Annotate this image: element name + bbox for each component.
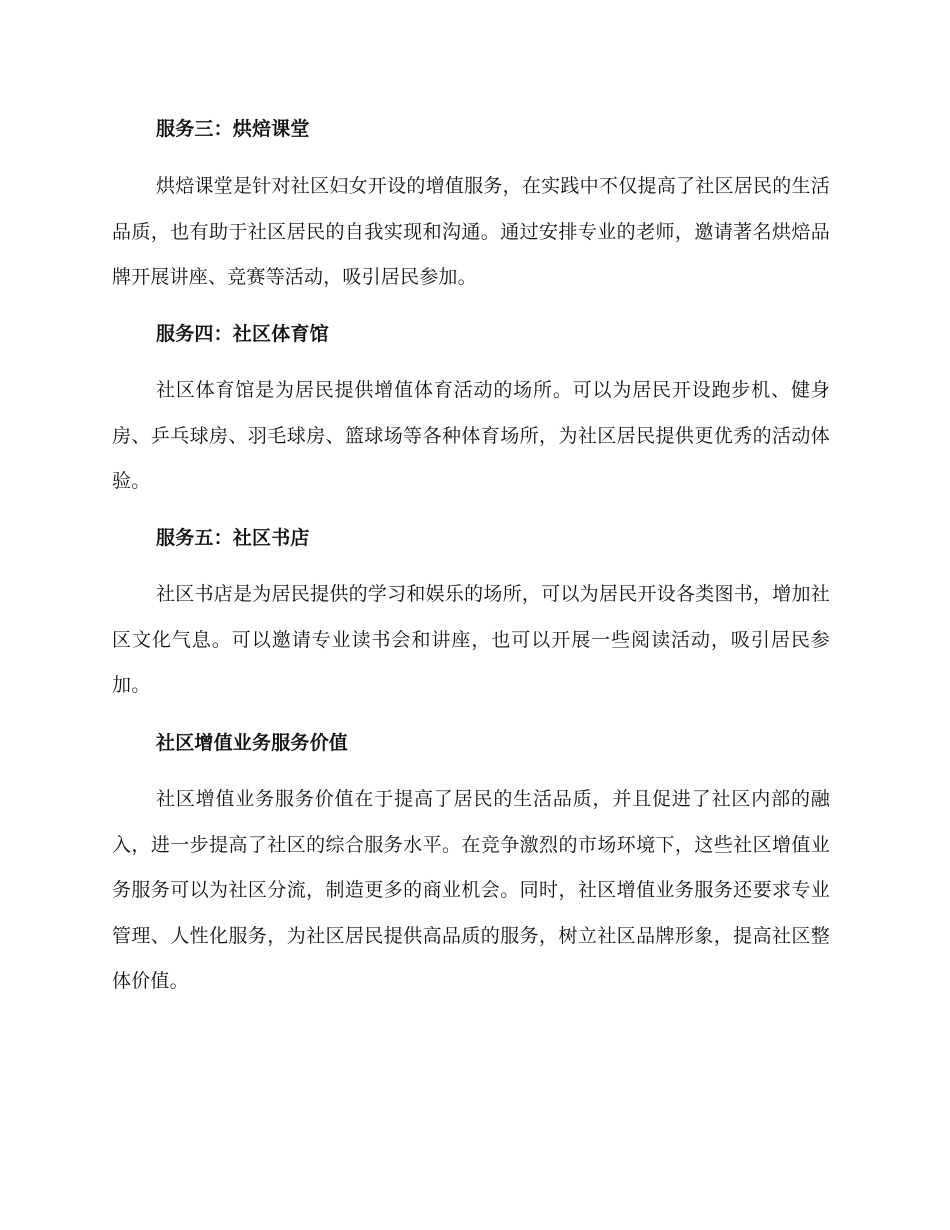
section-heading-value: 社区增值业务服务价值 bbox=[156, 732, 349, 754]
section-body-service-3: 烘焙课堂是针对社区妇女开设的增值服务，在实践中不仅提高了社区居民的生活品质，也有助于社区居民的自我实现和沟通。通过安排专业的老师，邀请著名烘焙品牌开展讲座、竞赛等活动，吸引居民参加。 bbox=[112, 175, 830, 288]
section-body-service-4: 社区体育馆是为居民提供增值体育活动的场所。可以为居民开设跑步机、健身房、乒乓球房、羽毛球房、篮球场等各种体育场所，为社区居民提供更优秀的活动体验。 bbox=[112, 379, 830, 492]
section-heading-service-4: 服务四：社区体育馆 bbox=[156, 323, 329, 345]
section-heading-service-5: 服务五：社区书店 bbox=[156, 527, 310, 549]
section-body-service-5: 社区书店是为居民提供的学习和娱乐的场所，可以为居民开设各类图书，增加社区文化气息。可以邀请专业读书会和讲座，也可以开展一些阅读活动，吸引居民参加。 bbox=[112, 583, 830, 696]
section-body-value: 社区增值业务服务价值在于提高了居民的生活品质，并且促进了社区内部的融入，进一步提高了社区的综合服务水平。在竞争激烈的市场环境下，这些社区增值业务服务可以为社区分流，制造更多的商业机会。同时，社区增值业务服务还要求专业管理、人性化服务，为社区居民提供高品质的服务，树立社区品牌形象，提高社区整体价值。 bbox=[112, 788, 830, 992]
section-heading-service-3: 服务三：烘焙课堂 bbox=[156, 118, 310, 140]
